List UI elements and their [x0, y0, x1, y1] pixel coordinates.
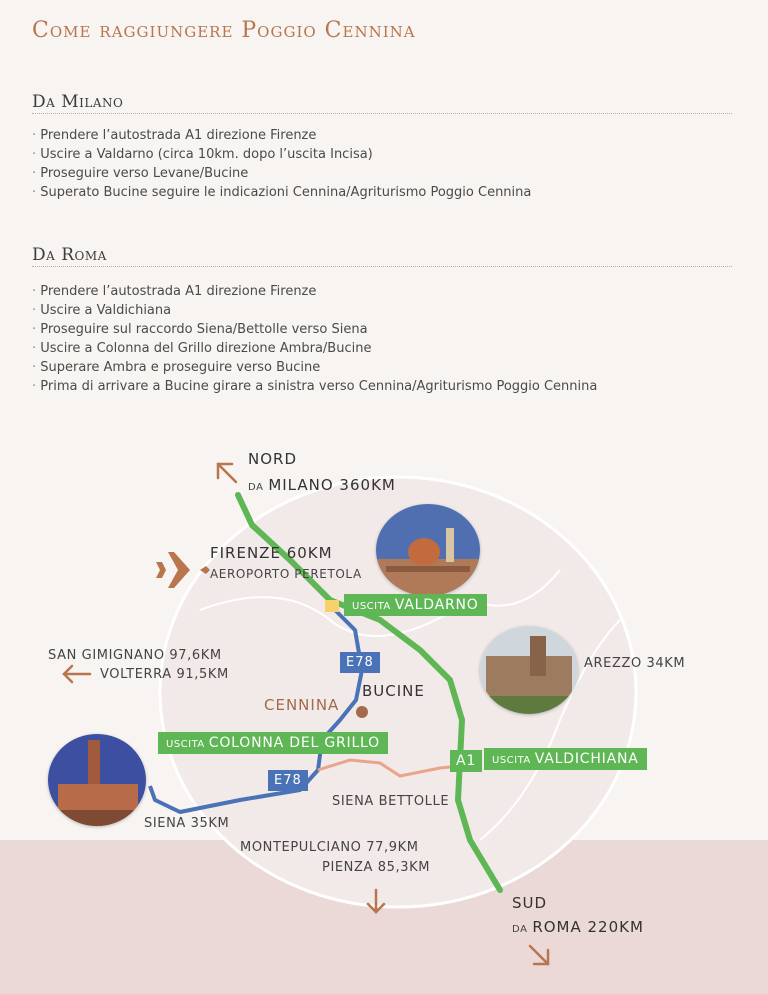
siena-photo — [48, 734, 146, 826]
map-background — [0, 420, 768, 994]
uscita-label: USCITA — [352, 601, 391, 612]
roma-distance — [512, 918, 644, 936]
siena-label: SIENA 35KM — [144, 816, 230, 831]
divider — [32, 113, 732, 114]
milano-step: · Uscire a Valdarno (circa 10km. dopo l’uscita Incisa) — [32, 145, 531, 164]
north-arrow-icon — [218, 464, 236, 482]
route-map — [0, 420, 768, 994]
uscita-name: VALDARNO — [394, 597, 479, 613]
valdarno-exit-marker — [325, 600, 339, 612]
roma-distance-value: ROMA 220KM — [532, 918, 644, 936]
uscita-colonna-sign — [158, 732, 388, 754]
uscita-valdichiana-sign — [484, 748, 647, 770]
page-title: Come raggiungere Poggio Cennina — [32, 18, 416, 43]
e78-sign: E78 — [340, 652, 380, 673]
e78-sign: E78 — [268, 770, 308, 791]
a1-sign: A1 — [450, 750, 482, 772]
aeroporto-label: AEROPORTO PERETOLA — [210, 567, 362, 581]
uscita-name: VALDICHIANA — [534, 751, 639, 767]
heading-da-roma: Da Roma — [32, 245, 107, 265]
arezzo-photo — [480, 626, 578, 714]
uscita-label: USCITA — [166, 739, 205, 750]
roma-step: · Proseguire sul raccordo Siena/Bettolle verso Siena — [32, 320, 597, 339]
sud-label: SUD — [512, 894, 548, 912]
roma-step: · Superare Ambra e proseguire verso Bucine — [32, 358, 597, 377]
cennina-dot — [356, 706, 368, 718]
milano-step: · Proseguire verso Levane/Bucine — [32, 164, 531, 183]
roma-step: · Uscire a Colonna del Grillo direzione Ambra/Bucine — [32, 339, 597, 358]
milano-steps — [32, 126, 531, 202]
divider — [32, 266, 732, 267]
firenze-photo — [376, 504, 480, 596]
milano-step: · Prendere l’autostrada A1 direzione Firenze — [32, 126, 531, 145]
uscita-label: USCITA — [492, 755, 531, 766]
montepulciano-label: MONTEPULCIANO 77,9KM — [240, 840, 419, 855]
milano-distance — [248, 476, 396, 494]
da-label: DA — [248, 482, 264, 493]
roma-step: · Prima di arrivare a Bucine girare a sinistra verso Cennina/Agriturismo Poggio Cennina — [32, 377, 597, 396]
pienza-label: PIENZA 85,3KM — [322, 860, 431, 875]
volterra-label: VOLTERRA 91,5KM — [100, 667, 229, 682]
arezzo-label: AREZZO 34KM — [584, 656, 686, 671]
da-label: DA — [512, 924, 528, 935]
roma-steps — [32, 282, 597, 396]
uscita-name: COLONNA DEL GRILLO — [208, 735, 380, 751]
san-gimignano-label: SAN GIMIGNANO 97,6KM — [48, 648, 222, 663]
uscita-valdarno-sign — [344, 594, 487, 616]
bucine-label: BUCINE — [362, 682, 425, 700]
west-arrow-icon — [64, 666, 90, 682]
milano-step: · Superato Bucine seguire le indicazioni Cennina/Agriturismo Poggio Cennina — [32, 183, 531, 202]
cennina-label: CENNINA — [264, 696, 340, 714]
milano-distance-value: MILANO 360KM — [268, 476, 396, 494]
firenze-label: FIRENZE 60KM — [210, 544, 333, 562]
siena-bettolle-label: SIENA BETTOLLE — [332, 794, 450, 809]
roma-step: · Uscire a Valdichiana — [32, 301, 597, 320]
heading-da-milano: Da Milano — [32, 92, 124, 112]
roma-step: · Prendere l’autostrada A1 direzione Firenze — [32, 282, 597, 301]
nord-label: NORD — [248, 450, 297, 468]
